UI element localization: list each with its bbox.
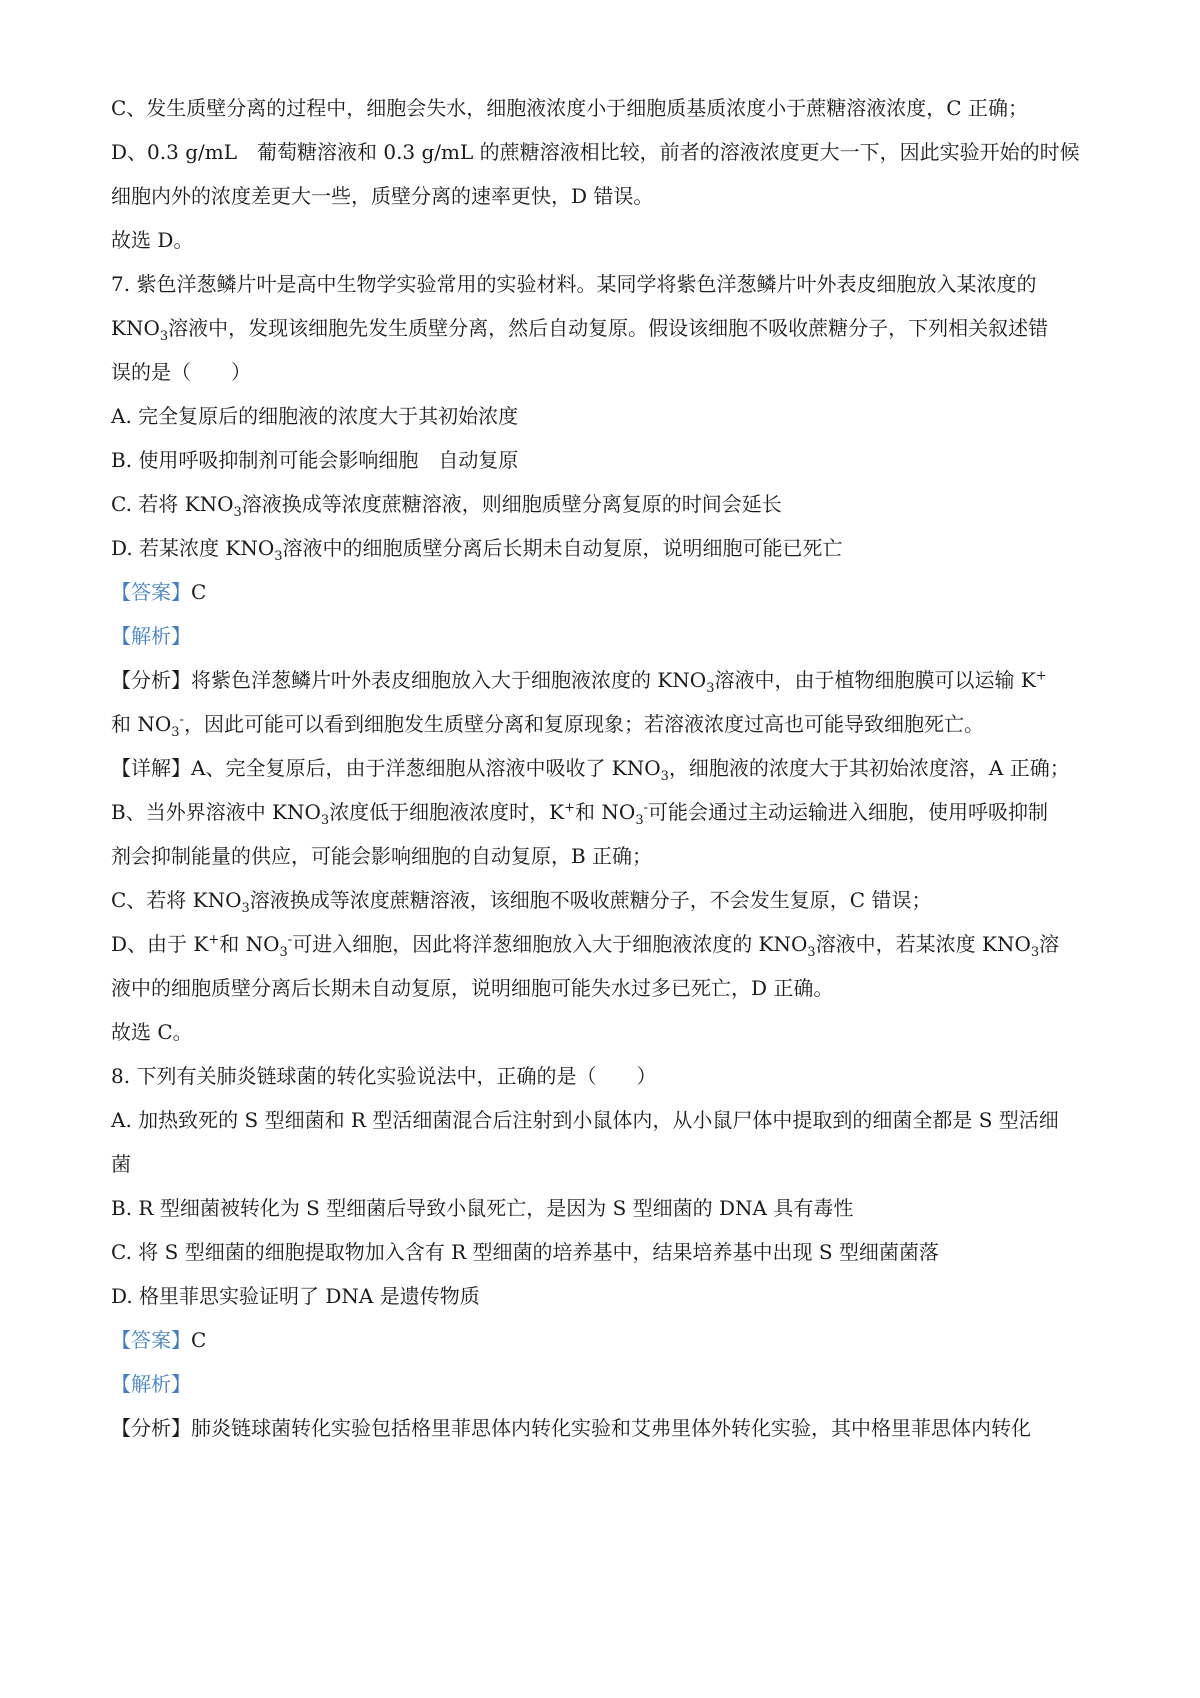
option-b: B. 使用呼吸抑制剂可能会影响细胞 自动复原 — [111, 448, 519, 472]
text-line: 液中的细胞质壁分离后长期未自动复原，说明细胞可能失水过多已死亡，D 正确。 — [111, 976, 834, 1000]
analysis-tag: 【解析】 — [111, 1372, 191, 1396]
text-line: $KNO_3$溶液中，发现该细胞先发生质壁分离，然后自动复原。假设该细胞不吸收蔗糖分子，下列相关叙述错 — [111, 316, 1049, 344]
fenxi-line: 【分析】将紫色洋葱鳞片叶外表皮细胞放入大于细胞液浓度的 $KNO_3$溶液中，由于植物细胞膜可以运输 K+ — [111, 668, 1047, 696]
xiangjie-tag: 【详解】 — [111, 756, 191, 780]
analysis-heading — [111, 622, 1101, 650]
question-7-stem: 7. 紫色洋葱鳞片叶是高中生物学实验常用的实验材料。某同学将紫色洋葱鳞片叶外表皮细胞放入某浓度的 — [111, 272, 1037, 296]
option-c: C. 将 S 型细菌的细胞提取物加入含有 R 型细菌的培养基中，结果培养基中出现 S 型细菌菌落 — [111, 1240, 939, 1264]
text-line: 细胞内外的浓度差更大一些，质壁分离的速率更快，D 错误。 — [111, 184, 654, 208]
option-b: B. R 型细菌被转化为 S 型细菌后导致小鼠死亡，是因为 S 型细菌的 DNA 具有毒性 — [111, 1196, 854, 1220]
option-a: A. 加热致死的 S 型细菌和 R 型活细菌混合后注射到小鼠体内，从小鼠尸体中提取到的细菌全都是 S 型活细 — [111, 1108, 1059, 1132]
fenxi-tag: 【分析】 — [111, 1416, 191, 1440]
text-line: 故选 D。 — [111, 228, 194, 252]
option-d: D. 格里菲思实验证明了 DNA 是遗传物质 — [111, 1284, 480, 1308]
text-line: D、由于 K+和 $NO_3^-$可进入细胞，因此将洋葱细胞放入大于细胞液浓度的 $KNO_3$溶液中，若某浓度 $KNO_3$溶 — [111, 932, 1060, 960]
text-line: 菌 — [111, 1152, 131, 1176]
text-line: D、0.3 g/mL 葡萄糖溶液和 0.3 g/mL 的蔗糖溶液相比较，前者的溶液浓度更大一下，因此实验开始的时候 — [111, 140, 1080, 164]
text-line: C、若将 $KNO_3$溶液换成等浓度蔗糖溶液，该细胞不吸收蔗糖分子，不会发生复原，C 错误； — [111, 888, 932, 916]
text-line: 故选 C。 — [111, 1020, 193, 1044]
answer-tag: 【答案】 — [111, 1328, 191, 1352]
option-a: A. 完全复原后的细胞液的浓度大于其初始浓度 — [111, 404, 519, 428]
text-line: C、发生质壁分离的过程中，细胞会失水，细胞液浓度小于细胞质基质浓度小于蔗糖溶液浓度，C 正确； — [111, 96, 1028, 120]
question-8-stem: 8. 下列有关肺炎链球菌的转化实验说法中，正确的是（ ） — [111, 1064, 657, 1088]
text-line: 和 $NO_3^-$，因此可能可以看到细胞发生质壁分离和复原现象；若溶液浓度过高也可能导致细胞死亡。 — [111, 712, 984, 740]
answer-line: 【答案】C — [111, 580, 207, 604]
answer-line: 【答案】C — [111, 1328, 207, 1352]
fenxi-tag: 【分析】 — [111, 668, 191, 692]
answer-tag: 【答案】 — [111, 580, 191, 604]
text-line: B、当外界溶液中 $KNO_3$浓度低于细胞液浓度时，K+和 $NO_3^-$可能会通过主动运输进入细胞，使用呼吸抑制 — [111, 800, 1048, 828]
xiangjie-line: 【详解】A、完全复原后，由于洋葱细胞从溶液中吸收了 $KNO_3$，细胞液的浓度大于其初始浓度溶，A 正确； — [111, 756, 1070, 784]
option-d: D. 若某浓度 $KNO_3$溶液中的细胞质壁分离后长期未自动复原，说明细胞可能已死亡 — [111, 536, 843, 564]
analysis-heading — [111, 1370, 1101, 1398]
fenxi-line: 【分析】肺炎链球菌转化实验包括格里菲思体内转化实验和艾弗里体外转化实验，其中格里菲思体内转化 — [111, 1416, 1031, 1440]
text-line: 误的是（ ） — [111, 360, 251, 384]
option-c: C. 若将 $KNO_3$溶液换成等浓度蔗糖溶液，则细胞质壁分离复原的时间会延长 — [111, 492, 782, 520]
text-line: 剂会抑制能量的供应，可能会影响细胞的自动复原，B 正确； — [111, 844, 653, 868]
analysis-tag: 【解析】 — [111, 624, 191, 648]
